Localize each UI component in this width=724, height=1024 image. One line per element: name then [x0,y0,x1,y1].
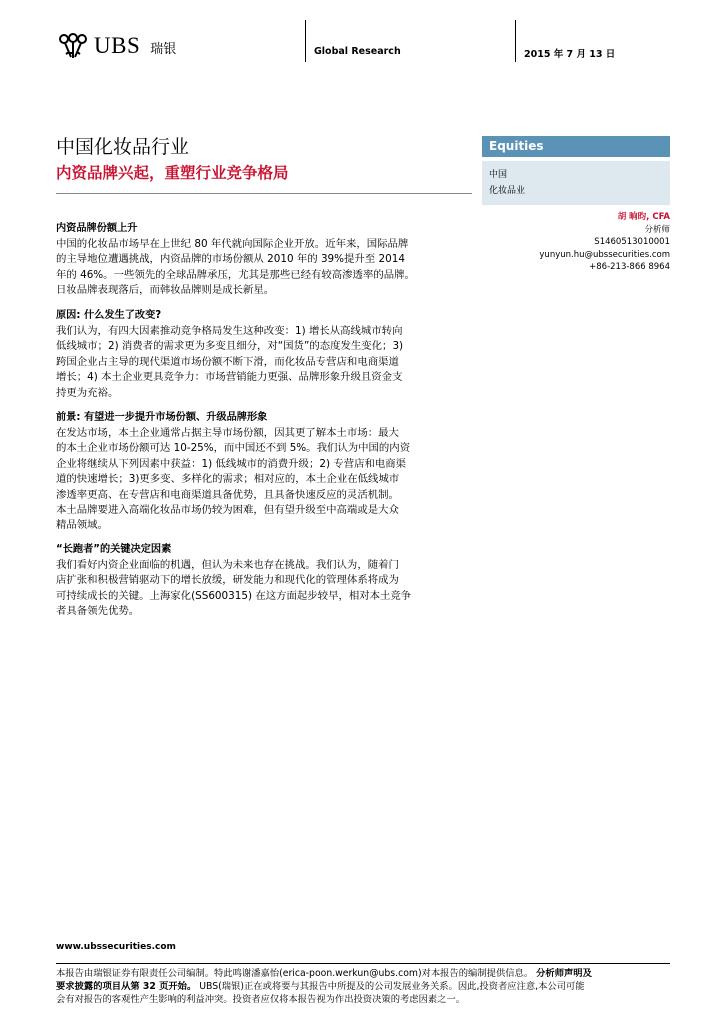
body-line: 低线城市；2) 消费者的需求更为多变且细分，对“国货”的态度发生变化；3) [56,340,404,353]
section-body [56,237,670,299]
body-line: 我们看好内资企业面临的机遇，但认为未来也存在挑战。我们认为，随着门 [56,559,399,571]
body-line: 在发达市场，本土企业通常占据主导市场份额，因其更了解本土市场：最大 [56,427,399,439]
analyst-license: S1460513010001 [594,237,670,247]
disclaimer [56,967,670,1007]
section-share-rising [56,222,670,299]
footer-divider [56,963,670,964]
research-unit: Global Research [314,46,401,57]
body-line: 企业将继续从下列因素中获益：1) 低线城市的消费升级；2) 专营店和电商渠 [56,457,407,470]
body-line: 本土品牌要进入高端化妆品市场仍较为困难，但有望升级至中高端或是大众 [56,504,399,517]
body-line: 可持续成长的关键。上海家化(SS600315) 在这方面起步较早，相对本土竞争 [56,589,412,602]
body-line: 店扩张和积极营销驱动下的增长放缓，研发能力和现代化的管理体系将成为 [56,574,399,587]
analyst-email[interactable]: yunyun.hu@ubssecurities.com [539,249,670,260]
header-divider-right [515,20,516,62]
body-line: 渗透率更高、在专营店和电商渠道具备优势，且具备快速反应的灵活机制。 [56,488,399,501]
body-line: 道的快速增长；3)更多变、多样化的需求；相对应的，本土企业在低线城市 [56,473,400,486]
analyst-name: 胡 晌昀, CFA [617,212,670,222]
disclaimer-text: 本报告由瑞银证券有限责任公司编制。特此鸣谢潘嘉怡(erica-poon.werkun@ubs.com)对本报告的编制提供信息。 [56,968,534,979]
sidebar [482,136,670,205]
disclaimer-line-2 [56,980,670,993]
section-body [56,426,670,534]
section-heading: 内资品牌份额上升 [56,223,138,234]
section-heading: 前景: 有望进一步提升市场份额、升级品牌形象 [56,412,268,423]
ubs-logo [56,31,176,61]
report-title: 中国化妆品行业 [56,136,190,158]
category-label: Equities [482,136,670,157]
header-divider-left [305,20,306,62]
body-line: 日妆品牌表现落后，而韩妆品牌则是成长新星。 [56,284,275,297]
section-reasons [56,309,670,401]
section-body [56,558,670,620]
body-line: 年的 46%。一些领先的全球品牌承压，尤其是那些已经有较高渗透率的品牌。 [56,268,415,281]
analyst-role: 分析师 [644,224,670,235]
keys-icon [56,33,90,59]
body-line: 持更为充裕。 [56,386,119,399]
disclaimer-line-3: 会有对报告的客观性产生影响的利益冲突。投资者应仅将本报告视为作出投资决策的考虑因素之一。 [56,994,466,1006]
brand-name: UBS [94,33,141,58]
coverage-panel [482,161,670,205]
section-key-factors [56,543,670,620]
brand-name-cn: 瑞银 [150,42,177,57]
sector-label: 化妆品业 [489,186,526,196]
disclosure-link: 分析师声明及 [536,968,592,979]
body-line: 的本土企业市场份额可达 10-25%，而中国还不到 5%。我们认为中国的内资 [56,442,411,455]
region-label: 中国 [489,170,508,180]
disclaimer-text: UBS(瑞银)正在或将要与其报告中所提及的公司发展业务关系。因此,投资者应注意,本公司可能 [199,981,585,993]
body-line: 我们认为，有四大因素推动竞争格局发生这种改变：1) 增长从高线城市转向 [56,325,403,337]
body-line: 者具备领先优势。 [56,605,140,618]
report-date: 2015 年 7 月 13 日 [524,49,616,60]
section-outlook [56,411,670,534]
footer-url[interactable]: www.ubssecurities.com [56,942,176,952]
report-subtitle: 内资品牌兴起，重塑行业竞争格局 [56,164,289,182]
body-line: 跨国企业占主导的现代渠道市场份额不断下滑，而化妆品专营店和电商渠道 [56,355,399,368]
analyst-phone: +86-213-866 8964 [589,262,670,272]
body-line: 的主导地位遭遇挑战，内资品牌的市场份额从 2010 年的 39%提升至 2014 [56,253,405,266]
section-heading: “长跑者”的关键决定因素 [56,544,172,555]
title-divider [56,193,472,194]
section-heading: 原因: 什么发生了改变? [56,310,162,321]
body-line: 增长；4) 本土企业更具竞争力：市场营销能力更强、品牌形象升级且资金支 [56,371,403,384]
disclaimer-line-1 [56,967,670,980]
body-line: 精品领域。 [56,519,108,532]
section-body [56,324,670,401]
body-line: 中国的化妆品市场早在上世纪 80 年代就向国际企业开放。近年来，国际品牌 [56,238,409,250]
disclosure-page-ref: 要求披露的项目从第 32 页开始。 [56,981,197,993]
